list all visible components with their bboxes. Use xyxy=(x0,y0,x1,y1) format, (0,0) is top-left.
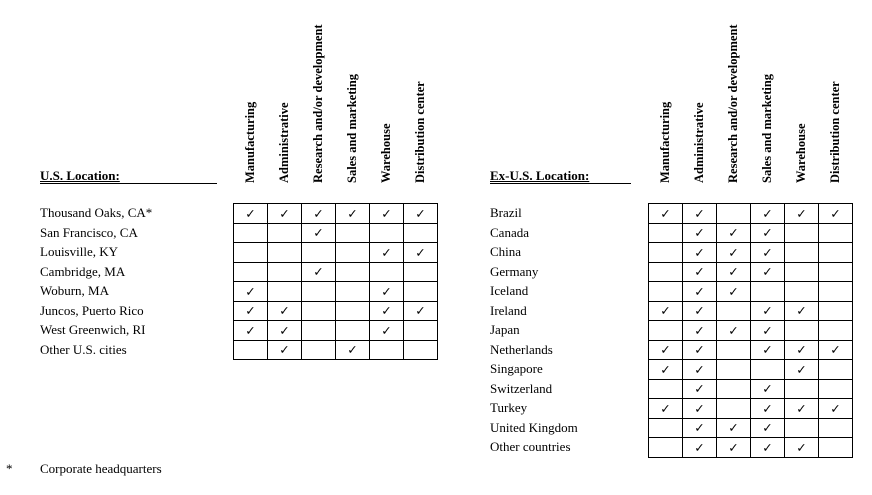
check-mark-cell: ✓ xyxy=(268,301,302,321)
check-mark-cell: ✓ xyxy=(751,262,785,282)
empty-cell xyxy=(649,282,683,302)
table-row xyxy=(649,204,853,224)
empty-cell xyxy=(785,223,819,243)
check-mark-cell: ✓ xyxy=(234,282,268,302)
table-row xyxy=(649,360,853,380)
check-mark-cell: ✓ xyxy=(751,223,785,243)
exus-row-label: Other countries xyxy=(490,439,571,454)
exus-header-research-and-or-development: Research and/or development xyxy=(726,24,740,183)
us-row-label: San Francisco, CA xyxy=(40,224,138,240)
table-row xyxy=(649,262,853,282)
us-row-label: Cambridge, MA xyxy=(40,263,126,279)
table-row xyxy=(649,243,853,263)
exus-row-label: Iceland xyxy=(490,283,529,298)
check-mark-cell: ✓ xyxy=(234,204,268,224)
exus-row-label: United Kingdom xyxy=(490,419,578,435)
check-mark-cell: ✓ xyxy=(819,399,853,419)
check-mark-cell: ✓ xyxy=(649,340,683,360)
empty-cell xyxy=(649,418,683,438)
empty-cell xyxy=(785,262,819,282)
exus-facility-grid xyxy=(648,203,853,458)
check-mark-cell: ✓ xyxy=(404,243,438,263)
empty-cell xyxy=(649,438,683,458)
empty-cell xyxy=(819,438,853,458)
check-mark-cell: ✓ xyxy=(336,204,370,224)
check-mark-cell: ✓ xyxy=(683,262,717,282)
empty-cell xyxy=(717,301,751,321)
us-row-label: Louisville, KY xyxy=(40,244,118,259)
check-mark-cell: ✓ xyxy=(751,243,785,263)
us-location-title: U.S. Location: xyxy=(40,168,120,183)
empty-cell xyxy=(785,243,819,263)
check-mark-cell: ✓ xyxy=(751,438,785,458)
check-mark-cell: ✓ xyxy=(683,340,717,360)
check-mark-cell: ✓ xyxy=(336,340,370,360)
check-mark-cell: ✓ xyxy=(819,204,853,224)
check-mark-cell: ✓ xyxy=(649,360,683,380)
check-mark-cell: ✓ xyxy=(302,223,336,243)
check-mark-cell: ✓ xyxy=(234,301,268,321)
us-header-administrative: Administrative xyxy=(277,102,291,183)
check-mark-cell: ✓ xyxy=(717,418,751,438)
check-mark-cell: ✓ xyxy=(683,282,717,302)
footnote-text: Corporate headquarters xyxy=(40,461,162,476)
exus-header-warehouse: Warehouse xyxy=(794,123,808,183)
exus-row-label: Netherlands xyxy=(490,341,553,357)
check-mark-cell: ✓ xyxy=(683,418,717,438)
check-mark-cell: ✓ xyxy=(819,340,853,360)
check-mark-cell: ✓ xyxy=(751,399,785,419)
exus-header-sales-and-marketing: Sales and marketing xyxy=(760,73,774,183)
exus-location-title: Ex-U.S. Location: xyxy=(490,168,590,183)
us-row-label: Thousand Oaks, CA* xyxy=(40,205,153,220)
check-mark-cell: ✓ xyxy=(785,399,819,419)
check-mark-cell: ✓ xyxy=(751,340,785,360)
check-mark-cell: ✓ xyxy=(683,243,717,263)
check-mark-cell: ✓ xyxy=(717,223,751,243)
table-row xyxy=(649,282,853,302)
check-mark-cell: ✓ xyxy=(404,204,438,224)
us-row-label: Other U.S. cities xyxy=(40,341,127,357)
check-mark-cell: ✓ xyxy=(370,243,404,263)
exus-header-administrative: Administrative xyxy=(692,102,706,183)
empty-cell xyxy=(717,204,751,224)
check-mark-cell: ✓ xyxy=(683,223,717,243)
check-mark-cell: ✓ xyxy=(785,301,819,321)
check-mark-cell: ✓ xyxy=(234,321,268,341)
empty-cell xyxy=(649,262,683,282)
empty-cell xyxy=(785,282,819,302)
exus-row-label: Japan xyxy=(490,322,520,337)
empty-cell xyxy=(751,360,785,380)
check-mark-cell: ✓ xyxy=(649,204,683,224)
check-mark-cell: ✓ xyxy=(302,204,336,224)
check-mark-cell: ✓ xyxy=(302,262,336,282)
check-mark-cell: ✓ xyxy=(683,438,717,458)
empty-cell xyxy=(649,223,683,243)
us-header-warehouse: Warehouse xyxy=(379,123,393,183)
table-row xyxy=(649,399,853,419)
check-mark-cell: ✓ xyxy=(751,418,785,438)
exus-row-label: Switzerland xyxy=(490,380,553,396)
empty-cell xyxy=(819,262,853,282)
empty-cell xyxy=(649,243,683,263)
empty-cell xyxy=(717,340,751,360)
check-mark-cell: ✓ xyxy=(683,360,717,380)
check-mark-cell: ✓ xyxy=(717,438,751,458)
check-mark-cell: ✓ xyxy=(683,301,717,321)
check-mark-cell: ✓ xyxy=(717,243,751,263)
us-header-sales-and-marketing: Sales and marketing xyxy=(345,73,359,183)
check-mark-cell: ✓ xyxy=(717,321,751,341)
table-row xyxy=(649,301,853,321)
exus-title-rule xyxy=(490,183,631,184)
empty-cell xyxy=(819,301,853,321)
us-header-distribution-center: Distribution center xyxy=(413,81,427,183)
exus-header-manufacturing: Manufacturing xyxy=(658,101,672,183)
exus-row-label: Turkey xyxy=(490,400,528,415)
empty-cell xyxy=(819,223,853,243)
empty-cell xyxy=(751,282,785,302)
check-mark-cell: ✓ xyxy=(683,399,717,419)
check-mark-cell: ✓ xyxy=(751,321,785,341)
exus-row-label: Ireland xyxy=(490,302,527,318)
check-mark-cell: ✓ xyxy=(649,301,683,321)
table-row xyxy=(649,379,853,399)
empty-cell xyxy=(785,418,819,438)
check-mark-cell: ✓ xyxy=(785,438,819,458)
table-row xyxy=(649,438,853,458)
check-mark-cell: ✓ xyxy=(751,379,785,399)
check-mark-cell: ✓ xyxy=(404,301,438,321)
table-row xyxy=(649,223,853,243)
check-mark-cell: ✓ xyxy=(683,204,717,224)
table-row xyxy=(649,340,853,360)
check-mark-cell: ✓ xyxy=(370,301,404,321)
empty-cell xyxy=(785,321,819,341)
empty-cell xyxy=(819,360,853,380)
footnote-marker: * xyxy=(6,461,13,476)
check-mark-cell: ✓ xyxy=(785,360,819,380)
us-row-label: West Greenwich, RI xyxy=(40,322,146,337)
empty-cell xyxy=(785,379,819,399)
check-mark-cell: ✓ xyxy=(785,204,819,224)
us-header-research-and-or-development: Research and/or development xyxy=(311,24,325,183)
table-row xyxy=(649,418,853,438)
exus-row-label: Canada xyxy=(490,224,529,240)
empty-cell xyxy=(649,379,683,399)
table-row xyxy=(649,321,853,341)
check-mark-cell: ✓ xyxy=(751,204,785,224)
empty-cell xyxy=(819,379,853,399)
check-mark-cell: ✓ xyxy=(268,204,302,224)
check-mark-cell: ✓ xyxy=(370,282,404,302)
check-mark-cell: ✓ xyxy=(751,301,785,321)
us-row-label: Juncos, Puerto Rico xyxy=(40,302,144,318)
exus-row-label: Brazil xyxy=(490,205,522,220)
check-mark-cell: ✓ xyxy=(268,321,302,341)
check-mark-cell: ✓ xyxy=(268,340,302,360)
empty-cell xyxy=(819,418,853,438)
empty-cell xyxy=(819,243,853,263)
exus-row-label: Germany xyxy=(490,263,539,279)
empty-cell xyxy=(819,282,853,302)
check-mark-cell: ✓ xyxy=(785,340,819,360)
check-mark-cell: ✓ xyxy=(683,379,717,399)
exus-row-label: Singapore xyxy=(490,361,543,376)
exus-row-label: China xyxy=(490,244,522,259)
check-mark-cell: ✓ xyxy=(717,262,751,282)
empty-cell xyxy=(649,321,683,341)
check-mark-cell: ✓ xyxy=(717,282,751,302)
empty-cell xyxy=(819,321,853,341)
check-mark-cell: ✓ xyxy=(370,321,404,341)
exus-header-distribution-center: Distribution center xyxy=(828,81,842,183)
empty-cell xyxy=(717,399,751,419)
us-header-manufacturing: Manufacturing xyxy=(243,101,257,183)
check-mark-cell: ✓ xyxy=(649,399,683,419)
us-row-label: Woburn, MA xyxy=(40,283,110,298)
check-mark-cell: ✓ xyxy=(683,321,717,341)
empty-cell xyxy=(717,360,751,380)
empty-cell xyxy=(717,379,751,399)
check-mark-cell: ✓ xyxy=(370,204,404,224)
